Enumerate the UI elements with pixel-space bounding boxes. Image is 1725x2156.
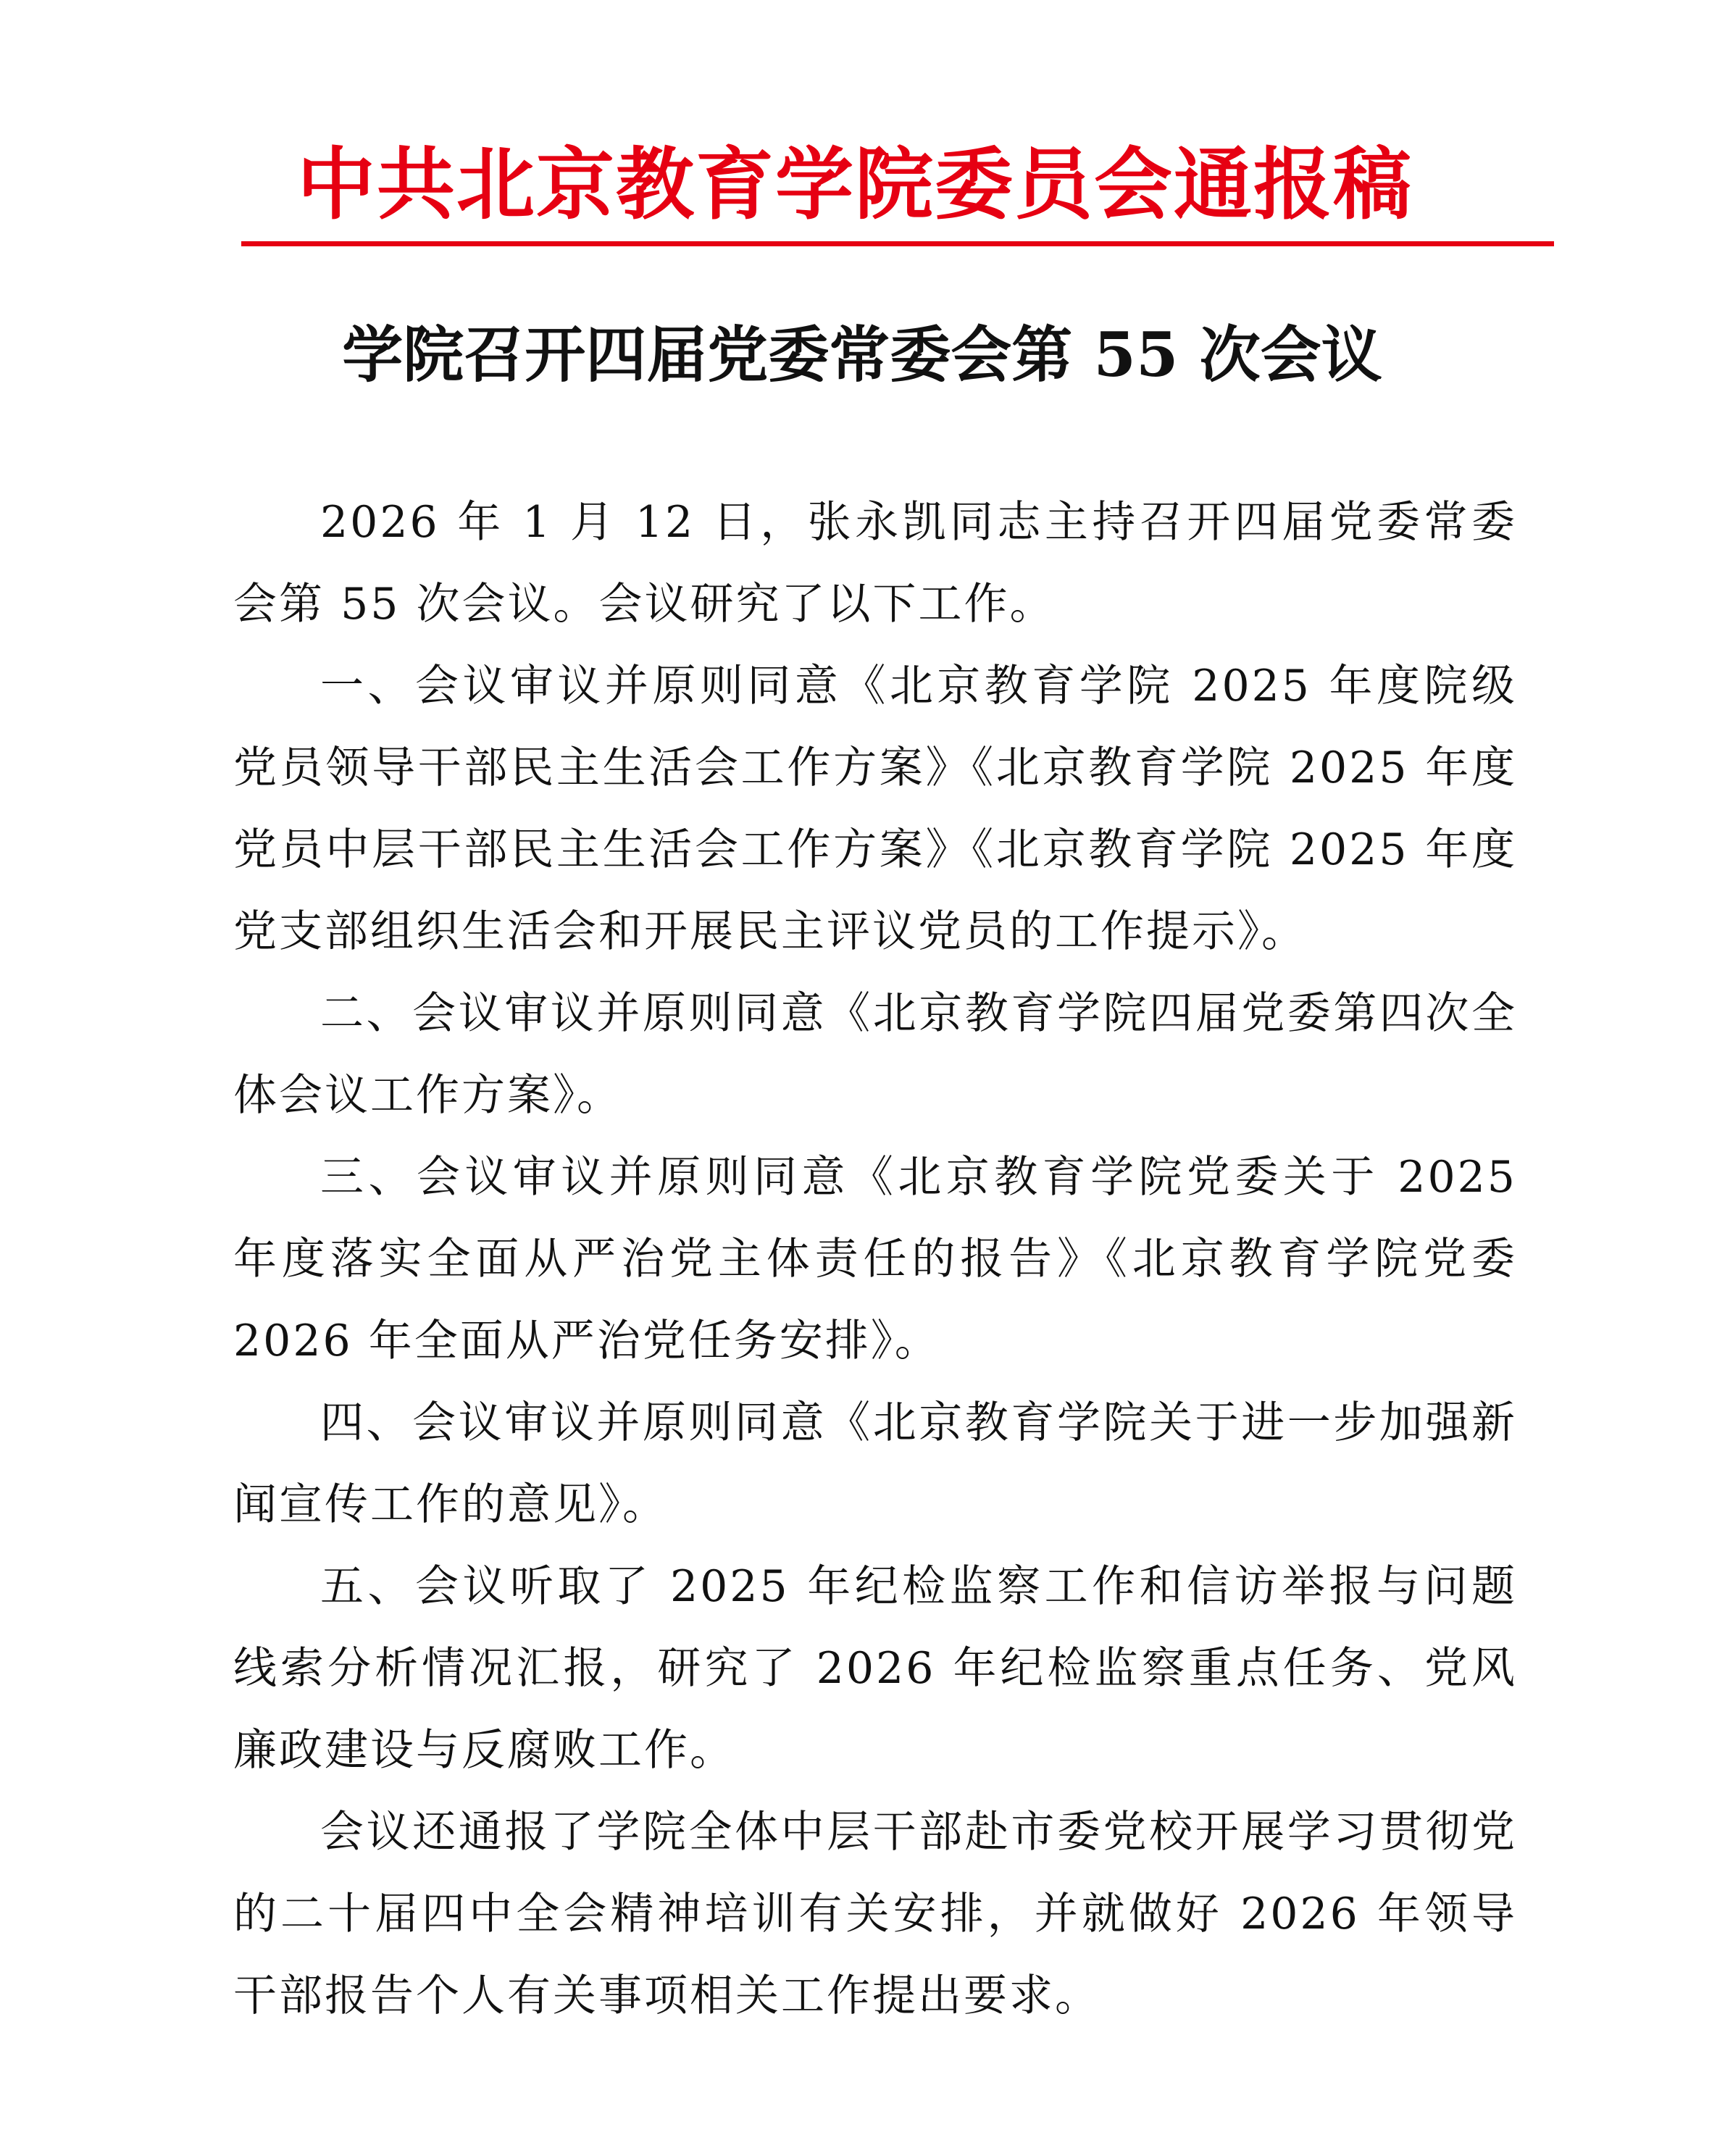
document-title: 学院召开四届党委常委会第 55 次会议 — [342, 319, 1382, 390]
masthead-title: 中共北京教育学院委员会通报稿 — [296, 139, 1413, 230]
paragraph-item-1: 一、会议审议并原则同意《北京教育学院 2025 年度院级党员领导干部民主生活会工作方案》《北京教育学院 2025 年度党员中层干部民主生活会工作方案》《北京教育学院 2025 年度党支部组织生活会和开展民主评议党员的工作提示》。 — [233, 661, 1517, 957]
paragraph-item-4: 四、会议审议并原则同意《北京教育学院关于进一步加强新闻宣传工作的意见》。 — [233, 1397, 1517, 1530]
masthead-red-rule — [241, 241, 1554, 246]
paragraph-closing: 会议还通报了学院全体中层干部赴市委党校开展学习贯彻党的二十届四中全会精神培训有关安排，并就做好 2026 年领导干部报告个人有关事项相关工作提出要求。 — [233, 1807, 1517, 2021]
paragraph-intro: 2026 年 1 月 12 日，张永凯同志主持召开四届党委常委会第 55 次会议。会议研究了以下工作。 — [233, 497, 1517, 630]
document-body — [233, 482, 1517, 2037]
paragraph-item-3: 三、会议审议并原则同意《北京教育学院党委关于 2025 年度落实全面从严治党主体责任的报告》《北京教育学院党委 2026 年全面从严治党任务安排》。 — [233, 1152, 1517, 1366]
paragraph-item-2: 二、会议审议并原则同意《北京教育学院四届党委第四次全体会议工作方案》。 — [233, 988, 1517, 1121]
paragraph-item-5: 五、会议听取了 2025 年纪检监察工作和信访举报与问题线索分析情况汇报，研究了 2026 年纪检监察重点任务、党风廉政建设与反腐败工作。 — [233, 1561, 1517, 1776]
